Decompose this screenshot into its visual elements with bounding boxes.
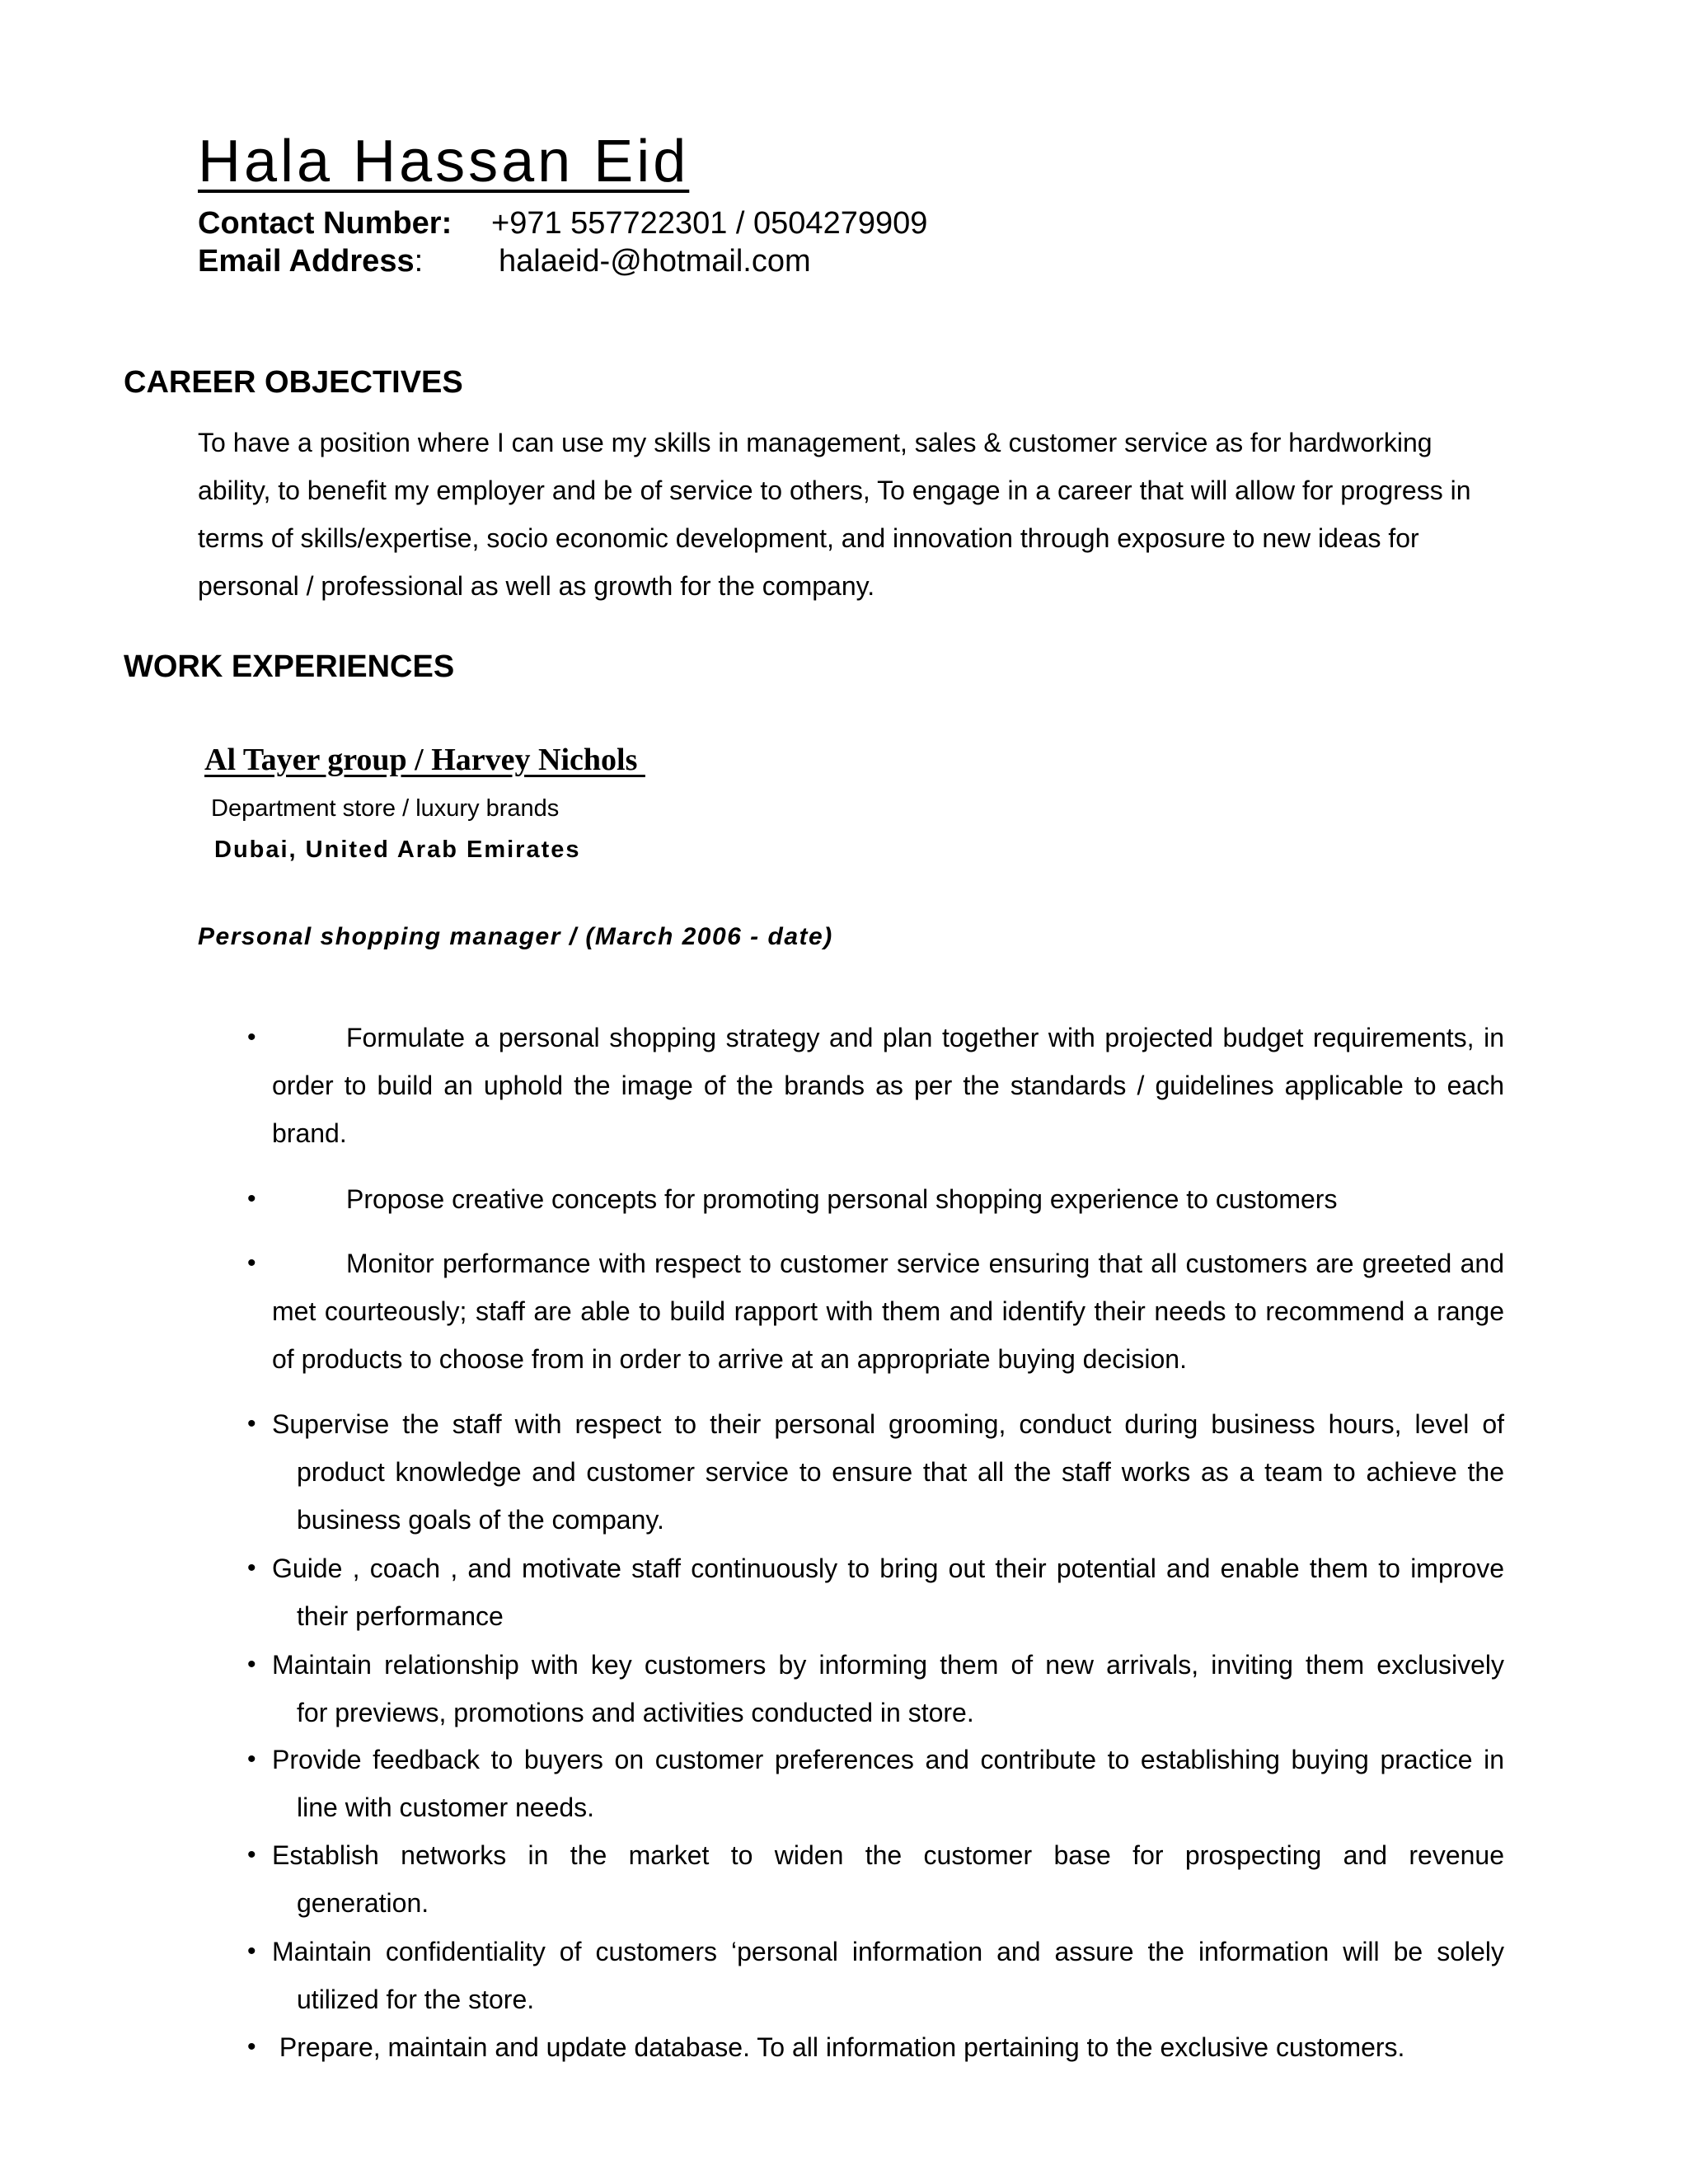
bullet-icon: • xyxy=(247,1554,256,1582)
list-item xyxy=(247,1175,1504,1223)
list-item xyxy=(247,2023,1504,2071)
company-industry: Department store / luxury brands xyxy=(211,795,560,822)
duty-text-rest: generation. xyxy=(297,1888,429,1918)
contact-number-label: Contact Number: xyxy=(198,206,452,241)
bullet-icon: • xyxy=(247,2033,256,2060)
duty-text: Monitor performance with respect to customer service ensuring that all customers are greeted and met courteously; staff are able to build rapport with them and identify their needs to recommend a range of products to choose from in order to arrive at an appropriate buying decision. xyxy=(272,1249,1504,1374)
duty-text: Formulate a personal shopping strategy and plan together with projected budget requirements, in order to build an uphold the image of the brands as per the standards / guidelines applicable to each brand. xyxy=(272,1023,1504,1148)
list-item xyxy=(247,1641,1504,1736)
career-objectives-text: To have a position where I can use my skills in management, sales & customer service as for hardworking ability, to benefit my employer and be of service to others, To engage in a career that will allow for progress in terms of skills/expertise, socio economic development, and innovation through exposure to new ideas for personal / professional as well as growth for the company. xyxy=(198,428,1471,601)
candidate-name: Hala Hassan Eid xyxy=(198,129,690,194)
duty-text-first: Provide feedback to buyers on customer preferences and contribute to establishing buying practice in xyxy=(272,1745,1504,1774)
bullet-icon: • xyxy=(247,1841,256,1868)
list-item xyxy=(247,1544,1504,1640)
duty-text-rest: their performance xyxy=(297,1601,504,1631)
bullet-icon: • xyxy=(247,1410,256,1437)
duty-text-first: Supervise the staff with respect to their personal grooming, conduct during business hours, level of xyxy=(272,1409,1504,1439)
email-address-row xyxy=(198,244,811,279)
contact-number-row xyxy=(198,206,928,241)
duty-text-rest: product knowledge and customer service to ensure that all the staff works as a team to achieve the business goals of the company. xyxy=(297,1457,1504,1535)
list-item xyxy=(247,1240,1504,1383)
duty-text-first: Prepare, maintain and update database. To all information pertaining to the exclusive customers. xyxy=(272,2032,1405,2062)
company-location: Dubai, United Arab Emirates xyxy=(214,837,581,863)
duty-text-first: Establish networks in the market to widen the customer base for prospecting and revenue xyxy=(272,1840,1504,1870)
bullet-icon: • xyxy=(247,1024,256,1051)
job-position: Personal shopping manager / (March 2006 - date) xyxy=(198,923,833,950)
bullet-icon: • xyxy=(247,1651,256,1678)
duty-text: Propose creative concepts for promoting personal shopping experience to customers xyxy=(346,1184,1338,1214)
list-item xyxy=(247,1014,1504,1157)
company-name: Al Tayer group / Harvey Nichols xyxy=(204,743,645,777)
duty-text-first: Maintain confidentiality of customers ‘personal information and assure the information will be solely xyxy=(272,1937,1504,1966)
list-item xyxy=(247,1928,1504,2023)
bullet-icon: • xyxy=(247,1938,256,1965)
bullet-icon: • xyxy=(247,1249,256,1277)
duty-text-first: Guide , coach , and motivate staff continuously to bring out their potential and enable them to improve xyxy=(272,1554,1504,1583)
duty-text-rest: utilized for the store. xyxy=(297,1985,535,2014)
contact-number-value: +971 557722301 / 0504279909 xyxy=(491,206,928,241)
email-address-value: halaeid-@hotmail.com xyxy=(499,244,811,279)
bullet-icon: • xyxy=(247,1185,256,1212)
email-colon: : xyxy=(414,244,424,279)
duty-text-rest: line with customer needs. xyxy=(297,1793,595,1822)
email-address-label: Email Address xyxy=(198,244,415,279)
duty-text-first: Maintain relationship with key customers by informing them of new arrivals, inviting them exclusively xyxy=(272,1650,1504,1680)
list-item xyxy=(247,1400,1504,1544)
career-objectives-heading: CAREER OBJECTIVES xyxy=(124,365,463,400)
bullet-icon: • xyxy=(247,1746,256,1773)
list-item xyxy=(247,1736,1504,1831)
duty-text-rest: for previews, promotions and activities conducted in store. xyxy=(297,1698,974,1727)
work-experiences-heading: WORK EXPERIENCES xyxy=(124,649,455,684)
list-item xyxy=(247,1831,1504,1927)
